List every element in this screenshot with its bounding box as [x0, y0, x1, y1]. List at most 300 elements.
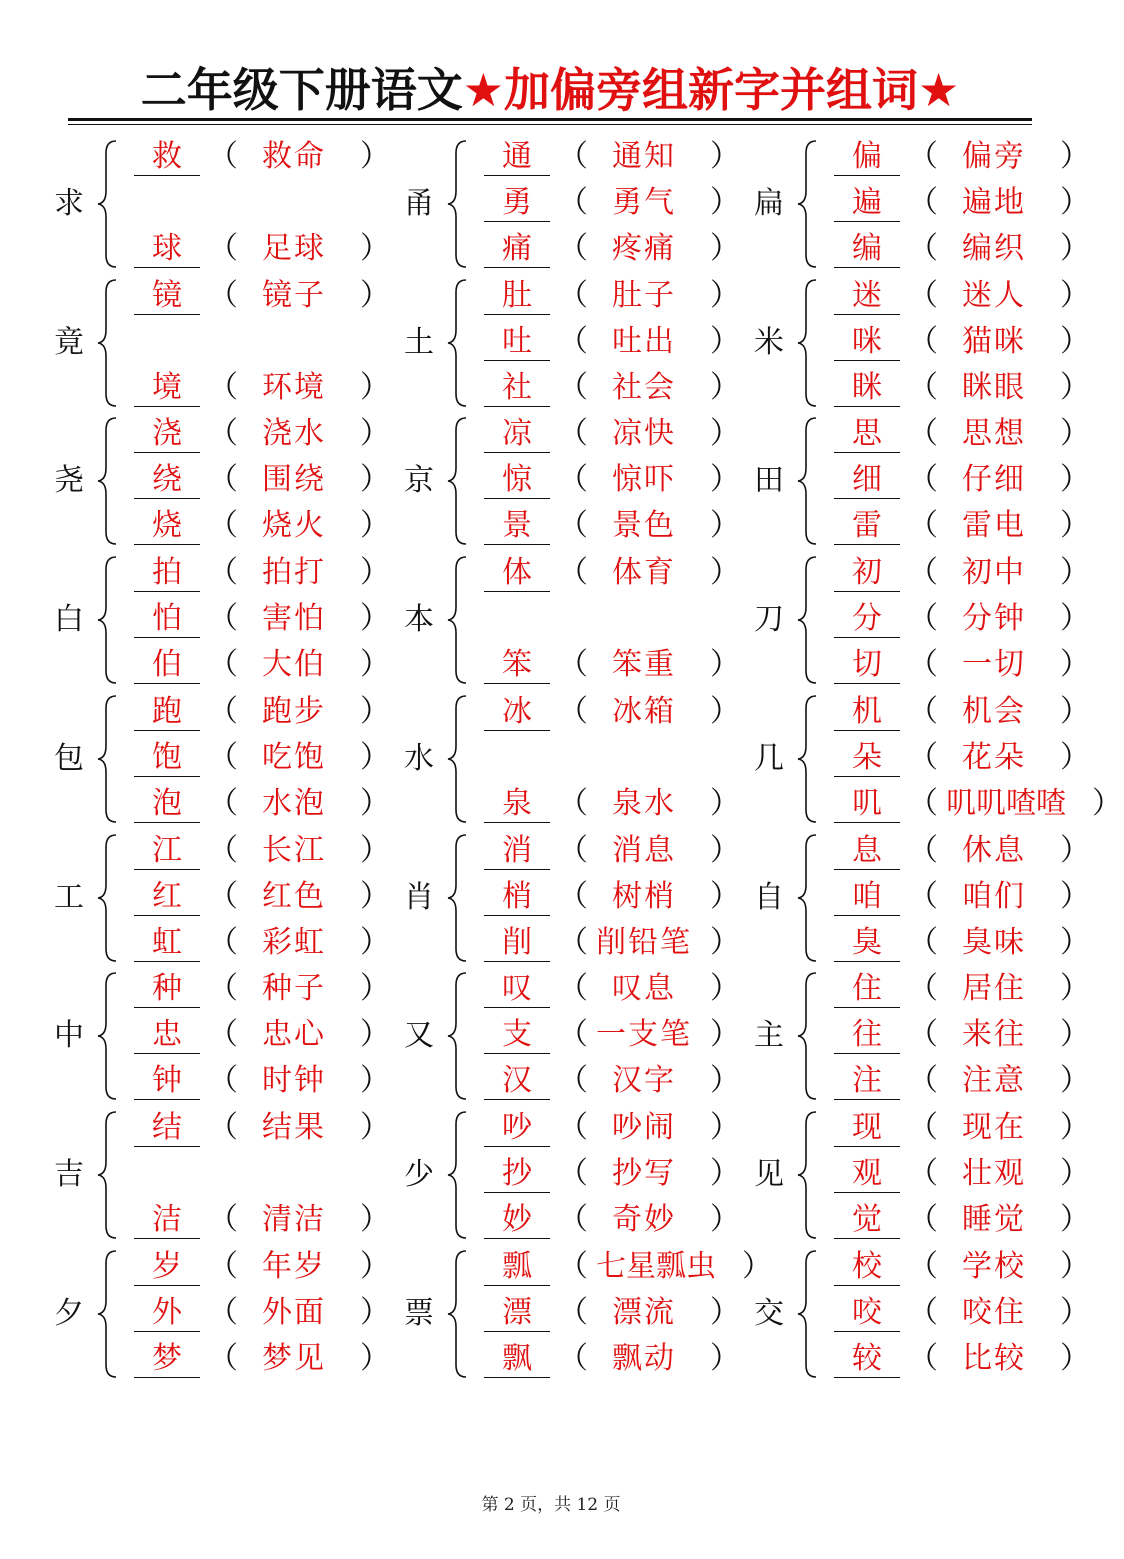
close-paren: ）	[360, 1340, 390, 1376]
word-group	[404, 1106, 744, 1244]
curly-brace-icon	[796, 833, 820, 963]
new-character-blank: 叹	[484, 971, 550, 1008]
new-character-blank: 江	[134, 833, 200, 870]
word-answer: 来往	[962, 1017, 1026, 1053]
close-paren: ）	[360, 1201, 390, 1237]
close-paren: ）	[1060, 647, 1090, 683]
word-group	[754, 967, 1094, 1105]
new-character-row	[124, 740, 424, 780]
new-character-blank: 饱	[134, 740, 200, 777]
new-character-blank: 球	[134, 231, 200, 268]
new-character-row	[824, 1063, 1124, 1103]
new-character-row	[824, 971, 1124, 1011]
close-paren: ）	[710, 1109, 740, 1145]
base-character: 又	[404, 1018, 434, 1054]
close-paren: ）	[710, 555, 740, 591]
title-black-part: 二年级下册语文	[140, 63, 463, 117]
close-paren: ）	[710, 1294, 740, 1330]
open-paren: （	[208, 739, 238, 775]
new-character-row	[124, 139, 424, 179]
new-character-row	[124, 370, 424, 410]
new-character-row	[474, 1110, 774, 1150]
new-character-blank: 凉	[484, 416, 550, 453]
close-paren: ）	[1060, 231, 1090, 266]
new-character-row	[824, 925, 1124, 965]
curly-brace-icon	[796, 416, 820, 546]
word-answer: 遍地	[962, 185, 1026, 220]
word-answer: 年岁	[262, 1248, 326, 1284]
new-character-row	[824, 508, 1124, 548]
open-paren: （	[558, 1340, 588, 1376]
new-character-row	[124, 1110, 424, 1150]
new-character-row	[824, 740, 1124, 780]
new-character-blank: 勇	[484, 185, 550, 222]
new-character-row	[474, 1249, 774, 1289]
close-paren: ）	[1060, 739, 1090, 775]
close-paren: ）	[710, 416, 740, 452]
word-answer: 烧火	[262, 508, 326, 544]
close-paren: ）	[360, 785, 390, 821]
word-answer: 拍打	[262, 555, 326, 591]
word-answer: 镜子	[262, 277, 326, 313]
word-group	[754, 829, 1094, 967]
new-character-row	[824, 555, 1124, 595]
word-answer: 树梢	[612, 878, 676, 914]
star-icon: ★	[462, 63, 504, 117]
word-answer: 浇水	[262, 416, 326, 452]
new-character-row	[124, 1341, 424, 1381]
word-group	[754, 1106, 1094, 1244]
new-character-blank: 漂	[484, 1295, 550, 1332]
close-paren: ）	[1060, 1155, 1090, 1191]
base-character: 吉	[54, 1156, 84, 1192]
word-answer: 雷电	[962, 508, 1026, 544]
close-paren: ）	[1060, 462, 1090, 498]
base-character: 肖	[404, 879, 434, 915]
word-group	[54, 274, 394, 412]
close-paren: ）	[1060, 1248, 1090, 1284]
new-character-row	[474, 278, 774, 318]
open-paren: （	[908, 924, 938, 960]
base-character: 见	[754, 1156, 784, 1192]
curly-brace-icon	[446, 1249, 470, 1379]
open-paren: （	[558, 1109, 588, 1145]
new-character-blank: 种	[134, 971, 200, 1008]
word-group	[404, 135, 744, 273]
close-paren: ）	[710, 878, 740, 914]
word-answer: 清洁	[262, 1201, 326, 1237]
page-title	[70, 62, 1030, 118]
new-character-blank: 钟	[134, 1063, 200, 1100]
new-character-row	[124, 879, 424, 919]
new-character-row	[824, 231, 1124, 271]
open-paren: （	[908, 1248, 938, 1284]
curly-brace-icon	[446, 278, 470, 408]
open-paren: （	[908, 832, 938, 868]
open-paren: （	[208, 139, 238, 174]
close-paren: ）	[1060, 878, 1090, 914]
close-paren: ）	[360, 277, 390, 313]
curly-brace-icon	[796, 971, 820, 1101]
open-paren: （	[208, 1201, 238, 1237]
open-paren: （	[208, 1294, 238, 1330]
word-answer: 削铅笔	[596, 924, 692, 960]
new-character-row	[824, 647, 1124, 687]
new-character-blank: 痛	[484, 231, 550, 268]
close-paren: ）	[360, 1248, 390, 1284]
close-paren: ）	[710, 1063, 740, 1099]
word-group	[54, 967, 394, 1105]
new-character-blank: 梦	[134, 1341, 200, 1378]
base-character: 本	[404, 602, 434, 638]
close-paren: ）	[710, 1155, 740, 1191]
word-answer: 害怕	[262, 601, 326, 637]
close-paren: ）	[1060, 1340, 1090, 1376]
word-answer: 通知	[612, 139, 676, 174]
word-answer: 注意	[962, 1063, 1026, 1099]
word-answer: 叽叽喳喳	[946, 785, 1066, 821]
new-character-blank: 机	[834, 694, 900, 731]
curly-brace-icon	[446, 833, 470, 963]
open-paren: （	[908, 508, 938, 544]
new-character-row	[824, 1110, 1124, 1150]
new-character-blank: 较	[834, 1341, 900, 1378]
new-character-row	[824, 416, 1124, 456]
new-character-row	[474, 370, 774, 410]
close-paren: ）	[360, 647, 390, 683]
word-group	[404, 967, 744, 1105]
close-paren: ）	[360, 508, 390, 544]
base-character: 几	[754, 740, 784, 776]
open-paren: （	[558, 369, 588, 405]
curly-brace-icon	[96, 971, 120, 1101]
open-paren: （	[558, 1017, 588, 1053]
new-character-blank: 景	[484, 508, 550, 545]
word-answer: 猫咪	[962, 323, 1026, 359]
close-paren: ）	[710, 139, 740, 174]
open-paren: （	[558, 231, 588, 266]
new-character-row	[824, 1202, 1124, 1242]
word-answer: 学校	[962, 1248, 1026, 1284]
close-paren: ）	[710, 277, 740, 313]
open-paren: （	[558, 1294, 588, 1330]
close-paren: ）	[360, 971, 390, 1007]
new-character-blank: 吐	[484, 324, 550, 361]
base-character: 竟	[54, 324, 84, 360]
open-paren: （	[908, 785, 938, 821]
new-character-row	[474, 139, 774, 179]
open-paren: （	[208, 277, 238, 313]
curly-brace-icon	[96, 278, 120, 408]
base-character: 交	[754, 1295, 784, 1331]
word-answer: 社会	[612, 369, 676, 405]
word-answer: 景色	[612, 508, 676, 544]
new-character-row	[124, 231, 424, 271]
new-character-blank: 咪	[834, 324, 900, 361]
base-character: 尧	[54, 463, 84, 499]
new-character-row	[124, 462, 424, 502]
open-paren: （	[558, 462, 588, 498]
new-character-blank: 红	[134, 879, 200, 916]
open-paren: （	[908, 1063, 938, 1099]
close-paren: ）	[360, 231, 390, 266]
open-paren: （	[558, 878, 588, 914]
star-icon: ★	[918, 63, 960, 117]
open-paren: （	[908, 1294, 938, 1330]
new-character-row	[474, 1017, 774, 1057]
curly-brace-icon	[446, 1110, 470, 1240]
word-answer: 忠心	[262, 1017, 326, 1053]
new-character-blank: 思	[834, 416, 900, 453]
open-paren: （	[208, 369, 238, 405]
close-paren: ）	[710, 462, 740, 498]
new-character-row	[474, 694, 774, 734]
new-character-row	[474, 1295, 774, 1335]
word-group	[404, 551, 744, 689]
open-paren: （	[208, 231, 238, 266]
new-character-blank: 惊	[484, 462, 550, 499]
word-group	[54, 1245, 394, 1383]
close-paren: ）	[360, 832, 390, 868]
new-character-blank: 注	[834, 1063, 900, 1100]
base-character: 票	[404, 1295, 434, 1331]
new-character-blank: 通	[484, 139, 550, 176]
new-character-blank: 初	[834, 555, 900, 592]
word-answer: 七星瓢虫	[596, 1248, 716, 1284]
title-rule-thin	[68, 124, 1032, 125]
new-character-row	[124, 508, 424, 548]
word-group	[54, 551, 394, 689]
base-character: 工	[54, 879, 84, 915]
close-paren: ）	[1060, 924, 1090, 960]
word-answer: 彩虹	[262, 924, 326, 960]
new-character-row	[824, 601, 1124, 641]
open-paren: （	[208, 508, 238, 544]
new-character-row	[124, 786, 424, 826]
word-answer: 偏旁	[962, 139, 1026, 174]
close-paren: ）	[710, 1201, 740, 1237]
base-character: 扁	[754, 186, 784, 221]
new-character-row	[124, 601, 424, 641]
new-character-blank: 社	[484, 370, 550, 407]
new-character-row	[474, 925, 774, 965]
open-paren: （	[208, 832, 238, 868]
close-paren: ）	[710, 647, 740, 683]
word-group	[54, 829, 394, 967]
new-character-row	[474, 508, 774, 548]
word-answer: 抄写	[612, 1155, 676, 1191]
new-character-blank: 校	[834, 1249, 900, 1286]
word-answer: 吃饱	[262, 739, 326, 775]
new-character-blank: 朵	[834, 740, 900, 777]
new-character-blank: 绕	[134, 462, 200, 499]
close-paren: ）	[710, 785, 740, 821]
open-paren: （	[558, 277, 588, 313]
open-paren: （	[208, 647, 238, 683]
word-answer: 睡觉	[962, 1201, 1026, 1237]
word-answer: 叹息	[612, 971, 676, 1007]
open-paren: （	[908, 185, 938, 220]
open-paren: （	[908, 231, 938, 266]
new-character-blank: 笨	[484, 647, 550, 684]
close-paren: ）	[360, 1017, 390, 1053]
open-paren: （	[558, 508, 588, 544]
open-paren: （	[908, 1201, 938, 1237]
new-character-blank: 住	[834, 971, 900, 1008]
new-character-row	[474, 1063, 774, 1103]
open-paren: （	[208, 1109, 238, 1145]
new-character-blank: 觉	[834, 1202, 900, 1239]
new-character-row	[124, 647, 424, 687]
new-character-row	[824, 1341, 1124, 1381]
new-character-blank: 冰	[484, 694, 550, 731]
close-paren: ）	[742, 1248, 772, 1284]
open-paren: （	[908, 462, 938, 498]
word-group	[54, 135, 394, 273]
word-answer: 肚子	[612, 277, 676, 313]
curly-brace-icon	[446, 555, 470, 685]
new-character-blank: 细	[834, 462, 900, 499]
open-paren: （	[908, 555, 938, 591]
word-answer: 足球	[262, 231, 326, 266]
word-group	[404, 412, 744, 550]
new-character-row	[474, 555, 774, 595]
open-paren: （	[208, 1063, 238, 1099]
curly-brace-icon	[796, 1249, 820, 1379]
open-paren: （	[908, 277, 938, 313]
open-paren: （	[908, 323, 938, 359]
close-paren: ）	[360, 601, 390, 637]
new-character-row	[824, 324, 1124, 364]
close-paren: ）	[710, 508, 740, 544]
new-character-row	[474, 416, 774, 456]
new-character-blank: 偏	[834, 139, 900, 176]
word-answer: 分钟	[962, 601, 1026, 637]
curly-brace-icon	[96, 139, 120, 269]
new-character-blank: 浇	[134, 416, 200, 453]
open-paren: （	[908, 647, 938, 683]
close-paren: ）	[1060, 555, 1090, 591]
new-character-blank: 飘	[484, 1341, 550, 1378]
curly-brace-icon	[796, 278, 820, 408]
open-paren: （	[208, 1340, 238, 1376]
curly-brace-icon	[96, 555, 120, 685]
new-character-row	[824, 370, 1124, 410]
word-answer: 环境	[262, 369, 326, 405]
open-paren: （	[908, 1155, 938, 1191]
new-character-blank: 境	[134, 370, 200, 407]
word-answer: 长江	[262, 832, 326, 868]
base-character: 土	[404, 324, 434, 360]
word-answer: 咱们	[962, 878, 1026, 914]
word-answer: 机会	[962, 693, 1026, 729]
word-group	[404, 274, 744, 412]
open-paren: （	[208, 416, 238, 452]
close-paren: ）	[1060, 323, 1090, 359]
open-paren: （	[908, 601, 938, 637]
close-paren: ）	[710, 971, 740, 1007]
open-paren: （	[558, 1248, 588, 1284]
open-paren: （	[558, 1201, 588, 1237]
open-paren: （	[208, 878, 238, 914]
close-paren: ）	[1060, 693, 1090, 729]
close-paren: ）	[360, 416, 390, 452]
new-character-row	[474, 231, 774, 271]
new-character-blank: 妙	[484, 1202, 550, 1239]
base-character: 田	[754, 463, 784, 499]
close-paren: ）	[710, 1340, 740, 1376]
open-paren: （	[908, 693, 938, 729]
new-character-blank: 拍	[134, 555, 200, 592]
base-character: 中	[54, 1018, 84, 1054]
curly-brace-icon	[96, 833, 120, 963]
new-character-row	[824, 1156, 1124, 1196]
close-paren: ）	[360, 924, 390, 960]
base-character: 夕	[54, 1295, 84, 1331]
new-character-blank: 忠	[134, 1017, 200, 1054]
open-paren: （	[558, 555, 588, 591]
new-character-blank: 咬	[834, 1295, 900, 1332]
new-character-blank: 虹	[134, 925, 200, 962]
word-answer: 迷人	[962, 277, 1026, 313]
open-paren: （	[558, 323, 588, 359]
word-answer: 水泡	[262, 785, 326, 821]
close-paren: ）	[710, 323, 740, 359]
new-character-blank: 臭	[834, 925, 900, 962]
close-paren: ）	[360, 1294, 390, 1330]
new-character-row	[824, 879, 1124, 919]
close-paren: ）	[710, 832, 740, 868]
curly-brace-icon	[446, 971, 470, 1101]
curly-brace-icon	[796, 694, 820, 824]
word-answer: 泉水	[612, 785, 676, 821]
close-paren: ）	[1092, 785, 1122, 821]
open-paren: （	[208, 693, 238, 729]
base-character: 白	[54, 602, 84, 638]
new-character-blank: 切	[834, 647, 900, 684]
new-character-blank: 救	[134, 139, 200, 176]
new-character-blank: 观	[834, 1156, 900, 1193]
word-answer: 咬住	[962, 1294, 1026, 1330]
open-paren: （	[908, 1340, 938, 1376]
close-paren: ）	[360, 1109, 390, 1145]
base-character: 京	[404, 463, 434, 499]
word-answer: 时钟	[262, 1063, 326, 1099]
open-paren: （	[908, 369, 938, 405]
new-character-row	[124, 971, 424, 1011]
new-character-row	[124, 278, 424, 318]
word-answer: 一切	[962, 647, 1026, 683]
new-character-blank: 往	[834, 1017, 900, 1054]
open-paren: （	[208, 1248, 238, 1284]
new-character-row	[824, 786, 1124, 826]
word-group	[54, 690, 394, 828]
word-answer: 笨重	[612, 647, 676, 683]
base-character: 水	[404, 740, 434, 776]
word-answer: 休息	[962, 832, 1026, 868]
new-character-blank: 雷	[834, 508, 900, 545]
new-character-blank: 编	[834, 231, 900, 268]
new-character-row	[474, 324, 774, 364]
close-paren: ）	[360, 369, 390, 405]
new-character-blank: 岁	[134, 1249, 200, 1286]
base-character: 米	[754, 324, 784, 360]
new-character-blank: 瓢	[484, 1249, 550, 1286]
word-answer: 花朵	[962, 739, 1026, 775]
new-character-row	[474, 1156, 774, 1196]
word-answer: 一支笔	[596, 1017, 692, 1053]
open-paren: （	[558, 139, 588, 174]
